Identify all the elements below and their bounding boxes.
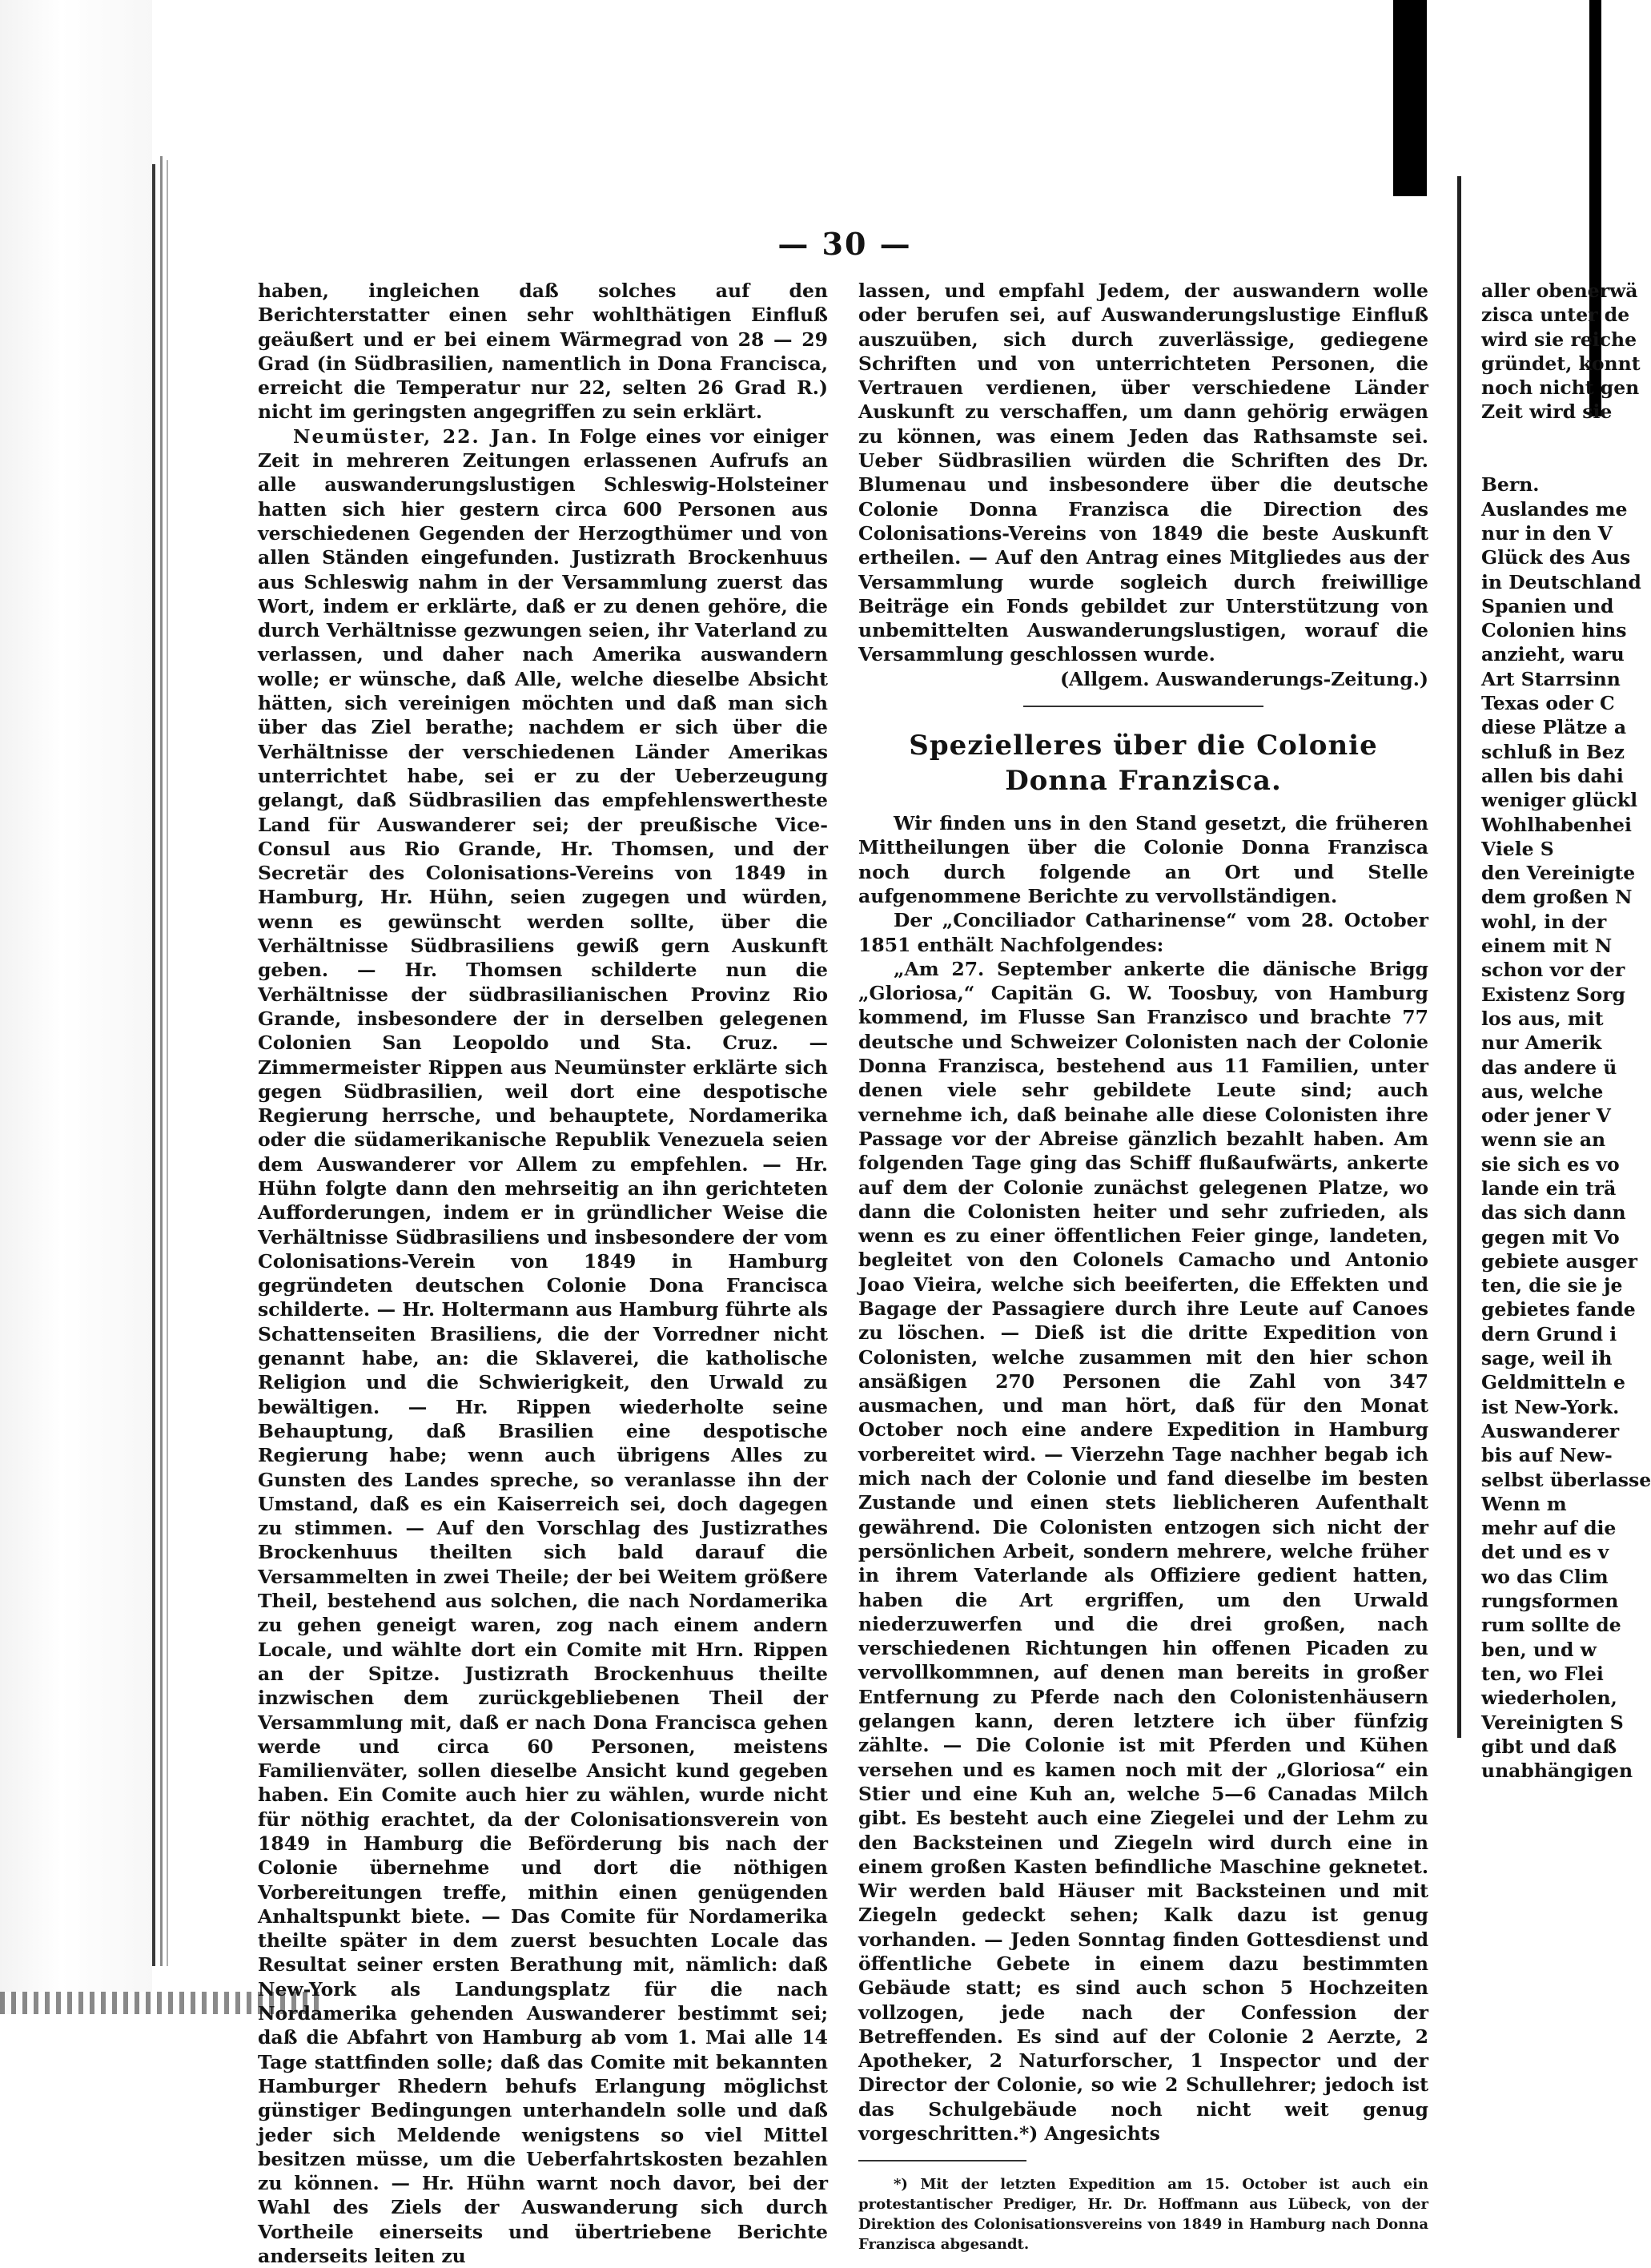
section-heading: Spezielleres über die Colonie Donna Franzisca. [909, 730, 1378, 798]
fragment-line: anzieht, waru [1481, 643, 1625, 666]
fragment-line: zisca unter de [1481, 304, 1630, 327]
fragment-line [1481, 448, 1601, 472]
fragment-line: Wohlhabenhei [1481, 813, 1632, 836]
fragment-line: Auswanderer [1481, 1419, 1620, 1442]
fragment-line: diese Plätze a [1481, 716, 1627, 739]
fragment-line: nur in den V [1481, 521, 1613, 545]
fragment-line: det und es v [1481, 1541, 1609, 1564]
section-divider [1023, 706, 1263, 707]
fragment-line: allen bis dahi [1481, 764, 1624, 787]
fragment-line: mehr auf die [1481, 1517, 1617, 1540]
fragment-line: wird sie reiche [1481, 328, 1637, 351]
fragment-line: sie sich es vo [1481, 1152, 1620, 1176]
fragment-line: Vereinigten S [1481, 1711, 1624, 1734]
fragment-line: lande ein trä [1481, 1176, 1617, 1200]
fragment-line: wohl, in der [1481, 910, 1607, 933]
fragment-line: gebiete ausger [1481, 1249, 1637, 1273]
scan-margin-bar [1393, 0, 1427, 196]
fragment-line: sage, weil ih [1481, 1347, 1613, 1370]
page-number: — 30 — [777, 226, 912, 262]
footnote: *) Mit der letzten Expedition am 15. October ist auch ein protestantischer Prediger, Hr. Dr. Hoffmann aus Lübeck, von der Direktion des Colonisationsvereins von 1849 in Hamburg nach Donna Franzisca abgesandt. [858, 2176, 1428, 2254]
fragment-line: Zeit wird sie [1481, 400, 1613, 424]
fragment-line: dem großen N [1481, 886, 1633, 909]
text-column-left [258, 279, 828, 2268]
fragment-line: Texas oder C [1481, 692, 1615, 715]
fragment-line: ten, wo Flei [1481, 1662, 1604, 1685]
fragment-line: schluß in Bez [1481, 740, 1625, 763]
page-stack-edge [152, 164, 155, 1966]
fragment-line: Colonien hins [1481, 619, 1627, 642]
dateline: Neumüster, 22. Jan. [293, 424, 539, 448]
fragment-line: rum sollte de [1481, 1614, 1621, 1637]
fragment-line: ist New-York. [1481, 1395, 1620, 1418]
fragment-line: Glück des Aus [1481, 546, 1631, 569]
fragment-line: Wenn m [1481, 1492, 1567, 1515]
fragment-line: selbst überlasse [1481, 1468, 1651, 1491]
paragraph: haben, ingleichen daß solches auf den Berichterstatter einen sehr wohlthätigen Einfluß geäußert und er bei einem Wärmegrad von 28 — 29 Grad (in Südbrasilien, namentlich in Dona Francisca, erreicht die Temperatur nur 22, selten 26 Grad R.) nicht im geringsten angegriffen zu sein erklärt. [258, 279, 828, 424]
fragment-line: aller obenerwä [1481, 279, 1638, 302]
fragment-line: los aus, mit [1481, 1007, 1604, 1030]
fragment-line: wo das Clim [1481, 1565, 1609, 1588]
paragraph: lassen, und empfahl Jedem, der auswandern wolle oder berufen sei, auf Auswanderungslustige Einfluß auszuüben, sich durch zuverlässige, gediegene Schriften und von unterrichteten Personen, die Vertrauen verdienen, über verschiedene Länder Auskunft zu verschaffen, um dann gehörig erwägen zu können, was einem Jeden das Rathsamste sei. Ueber Südbrasilien würden die Schriften des Dr. Blumenau und insbesondere über die deutsche Colonie Donna Franzisca die Direction des Colonisations-Vereins von 1849 die beste Auskunft ertheilen. — Auf den Antrag eines Mitgliedes aus der Versammlung wurde sogleich durch freiwillige Beiträge ein Fonds gebildet zur Unterstützung von unbemittelten Auswanderungslustigen, worauf die Versammlung geschlossen wurde. [858, 279, 1428, 666]
footnote-divider [858, 2160, 1026, 2161]
fragment-line: gründet, konnt [1481, 352, 1641, 375]
fragment-line: aus, welche [1481, 1080, 1604, 1103]
fragment-line: wenn sie an [1481, 1128, 1606, 1152]
text-column-right-fragment [1481, 279, 1651, 1783]
fragment-line: weniger glückl [1481, 789, 1638, 812]
fragment-line: nur Amerik [1481, 1031, 1602, 1055]
fragment-line: Spanien und [1481, 594, 1614, 617]
fragment-line: das andere ü [1481, 1056, 1617, 1079]
source-attribution: (Allgem. Auswanderungs-Zeitung.) [1059, 667, 1428, 690]
fragment-line: in Deutschland [1481, 570, 1641, 593]
paragraph-text: In Folge eines vor einiger Zeit in mehreren Zeitungen erlassenen Aufrufs an alle auswanderungslustigen Schleswig-Holsteiner hatten sich hier gestern circa 600 Personen aus verschiedenen Gegenden der Herzogthümer und von allen Ständen eingefunden. Justizrath Brockenhuus aus Schleswig nahm in der Versammlung zuerst das Wort, indem er erklärte, daß er zu denen gehöre, die durch Verhältnisse gezwungen seien, ihr Vaterland zu verlassen, und daher nach Amerika auswandern wolle; er wünsche, daß Alle, welche dieselbe Absicht hätten, sich vereinigen möchten und daß man sich über das Ziel berathe; nachdem er sich über die Verhältnisse der verschiedenen Länder Amerikas unterrichtet habe, sei er zu der Ueberzeugung gelangt, daß Südbrasilien das empfehlenswertheste Land für Auswanderer sei; der preußische Vice-Consul aus Rio Grande, Hr. Thomsen, und der Secretär des Colonisations-Vereins von 1849 in Hamburg, Hr. Hühn, seien zugegen und würden, wenn es gewünscht werden sollte, über die Verhältnisse Südbrasiliens gewiß gern Auskunft geben. — Hr. Thomsen schilderte nun die Verhältnisse der südbrasilianischen Provinz Rio Grande, insbesondere der in derselben gelegenen Colonien San Leopoldo und Sta. Cruz. — Zimmermeister Rippen aus Neumünster erklärte sich gegen Südbrasilien, weil dort eine despotische Regierung herrsche, und behauptete, Nordamerika oder die südamerikanische Republik Venezuela seien dem Auswanderer vor Allem zu empfehlen. — Hr. Hühn folgte dann den mehrseitig an ihn gerichteten Aufforderungen, indem er in gründlicher Weise die Verhältnisse Südbrasiliens und insbesondere der vom Colonisations-Verein von 1849 in Hamburg gegründeten deutschen Colonie Dona Francisca schilderte. — Hr. Holtermann aus Hamburg führte als Schattenseiten Brasiliens, die der Vorredner nicht genannt habe, an: die Sklaverei, die katholische Religion und die Schwierigkeit, den Urwald zu bewältigen. — Hr. Rippen wiederholte seine Behauptung, daß Brasilien eine despotische Regierung habe; wenn auch übrigens Alles zu Gunsten des Landes spreche, so veranlasse ihn der Umstand, daß es ein Kaiserreich sei, doch dagegen zu stimmen. — Auf den Vorschlag des Justizrathes Brockenhuus theilten sich bald darauf die Versammelten in zwei Theile; der bei Weitem größere Theil, bestehend aus solchen, die nach Nordamerika zu gehen geneigt waren, zog nach einem andern Locale, und wählte dort ein Comite mit Hrn. Rippen an der Spitze. Justizrath Brockenhuus theilte inzwischen dem zurückgebliebenen Theil der Versammlung mit, daß er nach Dona Francisca gehen werde und circa 60 Personen, meistens Familienväter, sollen dieselbe Ansicht kund gegeben haben. Ein Comite auch hier zu wählen, wurde nicht für nöthig erachtet, da der Colonisationsverein von 1849 in Hamburg die Beförderung bis nach der Colonie übernehme und dort die nöthigen Vorbereitungen treffe, mithin einen genügenden Anhaltspunkt biete. — Das Comite für Nordamerika theilte später in dem zuerst besuchten Locale das Resultat seiner ersten Berathung mit, nämlich: daß New-York als Landungsplatz für die nach Nordamerika gehenden Auswanderer bestimmt sei; daß die Abfahrt von Hamburg ab vom 1. Mai alle 14 Tage stattfinden solle; daß das Comite mit bekannten Hamburger Rhedern behufs Erlangung möglichst günstiger Bedingungen unterhandeln solle und daß jeder sich Meldende wenigstens so viel Mittel besitzen müsse, um die Ueberfahrtskosten bezahlen zu können. — Hr. Hühn warnt noch davor, bei der Wahl des Ziels der Auswanderung sich durch Vortheile einerseits und übertriebene Berichte anderseits leiten zu [258, 424, 828, 2268]
fragment-line: Bern. [1481, 473, 1540, 497]
fragment-line: das sich dann [1481, 1201, 1626, 1224]
fragment-line: gebietes fande [1481, 1298, 1636, 1321]
text-column-middle [858, 279, 1428, 2254]
paragraph: Der „Conciliador Catharinense“ vom 28. October 1851 enthält Nachfolgendes: [858, 909, 1428, 956]
fragment-line [1481, 424, 1601, 448]
fragment-line: rungsformen [1481, 1590, 1619, 1613]
fragment-line: ben, und w [1481, 1638, 1597, 1661]
page-stack-edge [160, 156, 163, 1966]
fragment-line: schon vor der [1481, 959, 1625, 982]
fragment-line: einem mit N [1481, 935, 1613, 958]
fragment-line: noch nicht gen [1481, 376, 1640, 400]
fragment-line: Art Starrsinn [1481, 667, 1621, 690]
fragment-line: Viele S [1481, 837, 1554, 860]
fragment-line: gibt und daß [1481, 1735, 1617, 1758]
fragment-line: dern Grund i [1481, 1322, 1617, 1345]
page-stack-edge [167, 160, 168, 1966]
fragment-line: oder jener V [1481, 1104, 1611, 1128]
paragraph [258, 424, 828, 2268]
fragment-line: unabhängigen [1481, 1759, 1633, 1783]
fragment-line: gegen mit Vo [1481, 1225, 1620, 1249]
paragraph: „Am 27. September ankerte die dänische Brigg „Gloriosa,“ Capitän G. W. Toosbuy, von Hamburg kommend, im Flusse San Franzisco und brachte 77 deutsche und Schweizer Colonisten nach der Colonie Donna Franzisca, bestehend aus 11 Familien, unter denen viele sehr gebildete Leute sind; auch vernehme ich, daß beinahe alle diese Colonisten ihre Passage vor der Abreise gänzlich bezahlt haben. Am folgenden Tage ging das Schiff flußaufwärts, ankerte auf dem der Colonie zunächst gelegenen Platze, wo dann die Colonisten heiter und sehr zufrieden, als wenn es zu einer öffentlichen Feier ginge, landeten, begleitet von den Colonels Camacho und Antonio Joao Vieira, welche sich beeiferten, die Effekten und Bagage der Passagiere durch ihre Leute auf Canoes zu löschen. — Dieß ist die dritte Expedition von Colonisten, welche zusammen mit den hier schon ansäßigen 270 Personen die Zahl von 347 ausmachen, und man hört, daß für den Monat October noch eine andere Expedition in Hamburg vorbereitet wird. — Vierzehn Tage nachher begab ich mich nach der Colonie und fand dieselbe im besten Zustande und einen stets lieblicheren Aufenthalt gewährend. Die Colonisten entzogen sich nicht der persönlichen Arbeit, sondern mehrere, welche früher in ihrem Vaterlande als Offiziere gedient hatten, haben die Art ergriffen, um den Urwald niederzuwerfen und die drei großen, nach verschiedenen Richtungen hin offenen Picaden zu vervollkommnen, auf denen man bereits in großer Entfernung zu Pferde nach den Colonistenhäusern gelangen kann, deren letztere ich über fünfzig zählte. — Die Colonie ist mit Pferden und Kühen versehen und es kamen noch mit der „Gloriosa“ ein Stier und eine Kuh an, welche 5—6 Canadas Milch gibt. Es besteht auch eine Ziegelei und der Lehm zu den Backsteinen und Ziegeln wird durch eine in einem großen Kasten befindliche Maschine geknetet. Wir werden bald Häuser mit Backsteinen und mit Ziegeln gedeckt sehen; Kalk dazu ist genug vorhanden. — Jeden Sonntag finden Gottesdienst und öffentliche Gebete in einem dazu bestimmten Gebäude statt; es sind auch schon 5 Hochzeiten vollzogen, jede nach der Confession der Betreffenden. Es sind auf der Colonie 2 Aerzte, 2 Apotheker, 2 Naturforscher, 1 Inspector und der Director der Colonie, so wie 2 Schullehrer; jedoch ist das Schulgebäude noch nicht weit genug vorgeschritten.*) Angesichts [858, 957, 1428, 2145]
fragment-line: den Vereinigte [1481, 862, 1636, 885]
paragraph: Wir finden uns in den Stand gesetzt, die früheren Mittheilungen über die Colonie Donna Franzisca noch durch folgende an Ort und Stelle aufgenommene Berichte zu vervollständigen. [858, 812, 1428, 907]
fragment-line: Auslandes me [1481, 497, 1628, 521]
fragment-line: bis auf New- [1481, 1444, 1613, 1467]
fragment-line: Geldmitteln e [1481, 1371, 1625, 1394]
fragment-line: ten, die sie je [1481, 1274, 1623, 1297]
fragment-line: wiederholen, [1481, 1687, 1617, 1710]
page-right-border [1457, 176, 1461, 1738]
fragment-line: Existenz Sorg [1481, 983, 1625, 1006]
book-gutter [0, 0, 152, 2014]
